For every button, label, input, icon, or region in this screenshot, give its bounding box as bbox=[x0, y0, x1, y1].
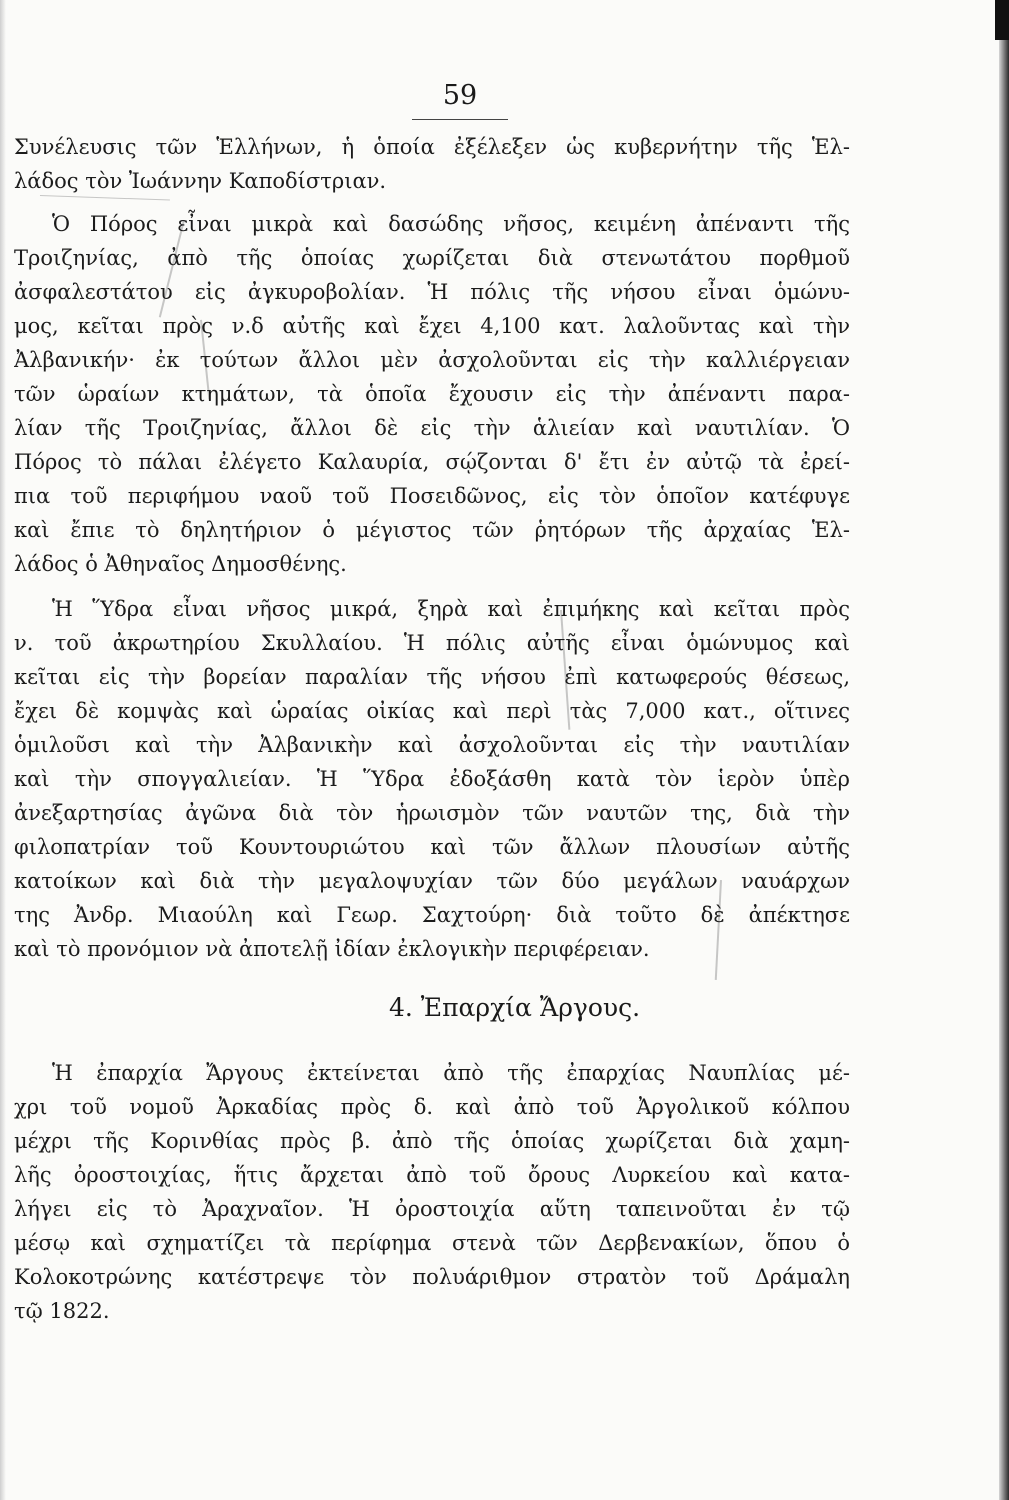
text-line: καὶ ἔπιε τὸ δηλητήριον ὁ μέγιστος τῶν ῥητόρων τῆς ἀρχαίας Ἑλ- bbox=[14, 518, 850, 542]
text-line: Ἀλβανικήν· ἐκ τούτων ἄλλοι μὲν ἀσχολοῦνται εἰς τὴν καλλιέργειαν bbox=[14, 348, 850, 372]
text-line: φιλοπατρίαν τοῦ Κουντουριώτου καὶ τῶν ἄλλων πλουσίων αὐτῆς bbox=[14, 835, 850, 859]
text-line: ἀνεξαρτησίας ἀγῶνα διὰ τὸν ἡρωισμὸν τῶν ναυτῶν της, διὰ τὴν bbox=[14, 801, 850, 825]
text-line: τῷ 1822. bbox=[14, 1299, 110, 1323]
text-line: Ἡ Ὕδρα εἶναι νῆσος μικρά, ξηρὰ καὶ ἐπιμήκης καὶ κεῖται πρὸς bbox=[52, 597, 850, 621]
text-line: καὶ τὸ προνόμιον νὰ ἀποτελῇ ἰδίαν ἐκλογικὴν περιφέρειαν. bbox=[14, 937, 650, 961]
text-line: μος, κεῖται πρὸς ν.δ αὐτῆς καὶ ἔχει 4,100 κατ. λαλοῦντας καὶ τὴν bbox=[14, 314, 850, 338]
text-line: καὶ τὴν σπογγαλιείαν. Ἡ Ὕδρα ἐδοξάσθη κατὰ τὸν ἱερὸν ὑπὲρ bbox=[14, 767, 850, 791]
text-line: ἀσφαλεστάτου εἰς ἀγκυροβολίαν. Ἡ πόλις τῆς νήσου εἶναι ὁμώνυ- bbox=[14, 280, 850, 304]
text-line: ν. τοῦ ἀκρωτηρίου Σκυλλαίου. Ἡ πόλις αὐτῆς εἶναι ὁμώνυμος καὶ bbox=[14, 631, 850, 655]
text-line: χρι τοῦ νομοῦ Ἀρκαδίας πρὸς δ. καὶ ἀπὸ τοῦ Ἀργολικοῦ κόλπου bbox=[14, 1095, 850, 1119]
scan-corner-mark bbox=[995, 0, 1009, 40]
page-gutter-shadow bbox=[0, 0, 6, 1500]
text-line: λάδος τὸν Ἰωάννην Καποδίστριαν. bbox=[14, 169, 387, 193]
text-line: λίαν τῆς Τροιζηνίας, ἄλλοι δὲ εἰς τὴν ἁλιείαν καὶ ναυτιλίαν. Ὁ bbox=[14, 416, 850, 440]
text-line: Κολοκοτρώνης κατέστρεψε τὸν πολυάριθμον στρατὸν τοῦ Δράμαλη bbox=[14, 1265, 850, 1289]
text-line: κεῖται εἰς τὴν βορείαν παραλίαν τῆς νήσου ἐπὶ κατωφερούς θέσεως, bbox=[14, 665, 850, 689]
text-line: λάδος ὁ Ἀθηναῖος Δημοσθένης. bbox=[14, 552, 347, 576]
text-line: τῶν ὡραίων κτημάτων, τὰ ὁποῖα ἔχουσιν εἰς τὴν ἀπέναντι παρα- bbox=[14, 382, 850, 406]
text-line: Πόρος τὸ πάλαι ἐλέγετο Καλαυρία, σῴζονται δ' ἔτι ἐν αὐτῷ τὰ ἐρεί- bbox=[14, 450, 850, 474]
text-line: λήγει εἰς τὸ Ἀραχναῖον. Ἡ ὀροστοιχία αὕτη ταπεινοῦται ἐν τῷ bbox=[14, 1197, 850, 1221]
text-line: λῆς ὀροστοιχίας, ἥτις ἄρχεται ἀπὸ τοῦ ὄρους Λυρκείου καὶ κατα- bbox=[14, 1163, 850, 1187]
text-line: Συνέλευσις τῶν Ἑλλήνων, ἡ ὁποία ἐξέλεξεν ὡς κυβερνήτην τῆς Ἑλ- bbox=[14, 135, 850, 159]
text-line: ἔχει δὲ κομψὰς καὶ ὡραίας οἰκίας καὶ περὶ τὰς 7,000 κατ., οἵτινες bbox=[14, 699, 850, 723]
text-line: μέσῳ καὶ σχηματίζει τὰ περίφημα στενὰ τῶν Δερβενακίων, ὅπου ὁ bbox=[14, 1231, 850, 1255]
text-line: Τροιζηνίας, ἀπὸ τῆς ὁποίας χωρίζεται διὰ στενωτάτου πορθμοῦ bbox=[14, 246, 850, 270]
text-line: ὁμιλοῦσι καὶ τὴν Ἀλβανικὴν καὶ ἀσχολοῦνται εἰς τὴν ναυτιλίαν bbox=[14, 733, 850, 757]
page-edge bbox=[999, 0, 1009, 1500]
text-line: μέχρι τῆς Κορινθίας πρὸς β. ἀπὸ τῆς ὁποίας χωρίζεται διὰ χαμη- bbox=[14, 1129, 850, 1153]
text-line: της Ἀνδρ. Μιαούλη καὶ Γεωρ. Σαχτούρη· διὰ τοῦτο δὲ ἀπέκτησε bbox=[14, 903, 850, 927]
text-line: Ἡ ἐπαρχία Ἄργους ἐκτείνεται ἀπὸ τῆς ἐπαρχίας Ναυπλίας μέ- bbox=[52, 1061, 850, 1085]
page-number: 59 bbox=[442, 80, 478, 111]
page-number-rule bbox=[412, 119, 508, 120]
section-heading: 4. Ἐπαρχία Ἄργους. bbox=[388, 993, 641, 1022]
text-line: κατοίκων καὶ διὰ τὴν μεγαλοψυχίαν τῶν δύο μεγάλων ναυάρχων bbox=[14, 869, 850, 893]
text-line: Ὁ Πόρος εἶναι μικρὰ καὶ δασώδης νῆσος, κειμένη ἀπέναντι τῆς bbox=[52, 212, 850, 236]
text-line: πια τοῦ περιφήμου ναοῦ τοῦ Ποσειδῶνος, εἰς τὸν ὁποῖον κατέφυγε bbox=[14, 484, 850, 508]
